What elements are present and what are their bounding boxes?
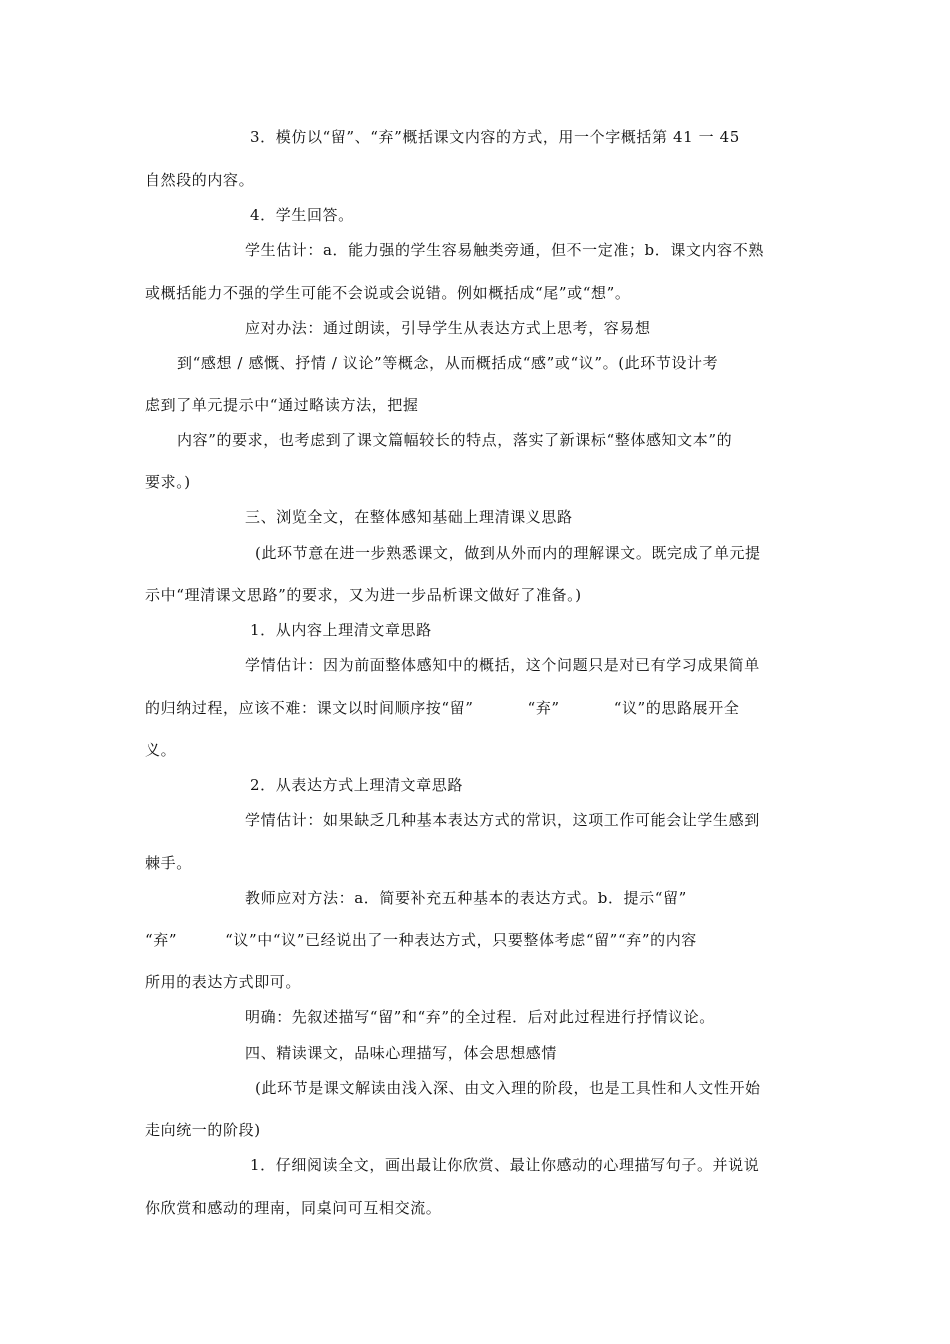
text-line	[145, 930, 697, 950]
text-segment: “议”中“议”已经说出了一种表达方式，只要整体考虑“留”“弃”的内容	[225, 931, 697, 949]
text-line: 所用的表达方式即可。	[145, 973, 302, 991]
text-line	[145, 698, 739, 718]
text-line: 4．学生回答。	[250, 206, 354, 224]
text-line: 你欣赏和感动的理南，同桌问可互相交流。	[145, 1199, 442, 1217]
text-line: 义。	[145, 741, 177, 759]
text-line: 学情估计：因为前面整体感知中的概括，这个问题只是对已有学习成果简单	[245, 656, 760, 674]
text-segment: “弃”	[527, 699, 560, 717]
text-line: 或概括能力不强的学生可能不会说或会说错。例如概括成“尾”或“想”。	[145, 284, 631, 302]
text-line: 3．模仿以“留”、“弃”概括课文内容的方式，用一个字概括第 41 一 45	[250, 128, 740, 146]
text-line: 应对办法：通过朗读，引导学生从表达方式上思考，容易想	[245, 319, 651, 337]
text-line: 学情估计：如果缺乏几种基本表达方式的常识，这项工作可能会让学生感到	[245, 811, 760, 829]
text-line: (此环节是课文解读由浅入深、由文入理的阶段，也是工具性和人文性开始	[255, 1079, 761, 1097]
text-line: 要求。)	[145, 473, 191, 491]
section-heading: 三、浏览全文，在整体感知基础上理清课义思路	[245, 508, 573, 526]
text-line: 自然段的内容。	[145, 171, 255, 189]
text-line: 到“感想 / 感慨、抒情 / 议论”等概念，从而概括成“感”或“议”。(此环节设计考	[177, 354, 719, 372]
text-line: 教师应对方法：a．简要补充五种基本的表达方式。b．提示“留”	[245, 889, 687, 907]
text-line: (此环节意在进一步熟悉课文，做到从外而内的理解课文。既完成了单元提	[255, 544, 761, 562]
text-line: 明确：先叙述描写“留”和“弃”的全过程．后对此过程进行抒情议论。	[245, 1008, 715, 1026]
text-line: 棘手。	[145, 854, 192, 872]
text-line: 1．仔细阅读全文，画出最让你欣赏、最让你感动的心理描写句子。并说说	[250, 1156, 760, 1174]
text-line: 学生估计：a．能力强的学生容易触类旁通，但不一定准；b．课文内容不熟	[245, 241, 764, 259]
text-line: 1．从内容上理清文章思路	[250, 621, 432, 639]
text-line: 2．从表达方式上理清文章思路	[250, 776, 463, 794]
text-line: 示中“理清课文思路”的要求，又为进一步品析课文做好了准备。)	[145, 586, 582, 604]
text-line: 内容”的要求，也考虑到了课文篇幅较长的特点，落实了新课标“整体感知文本”的	[177, 431, 733, 449]
text-segment: “弃”	[145, 931, 178, 949]
text-line: 虑到了单元提示中“通过略读方法，把握	[145, 396, 419, 414]
text-segment: 的归纳过程，应该不难：课文以时间顺序按“留”	[145, 699, 474, 717]
text-line: 走向统一的阶段)	[145, 1121, 261, 1139]
section-heading: 四、精读课文，品味心理描写，体会思想感情	[245, 1044, 558, 1062]
text-segment: “议”的思路展开全	[613, 699, 740, 717]
